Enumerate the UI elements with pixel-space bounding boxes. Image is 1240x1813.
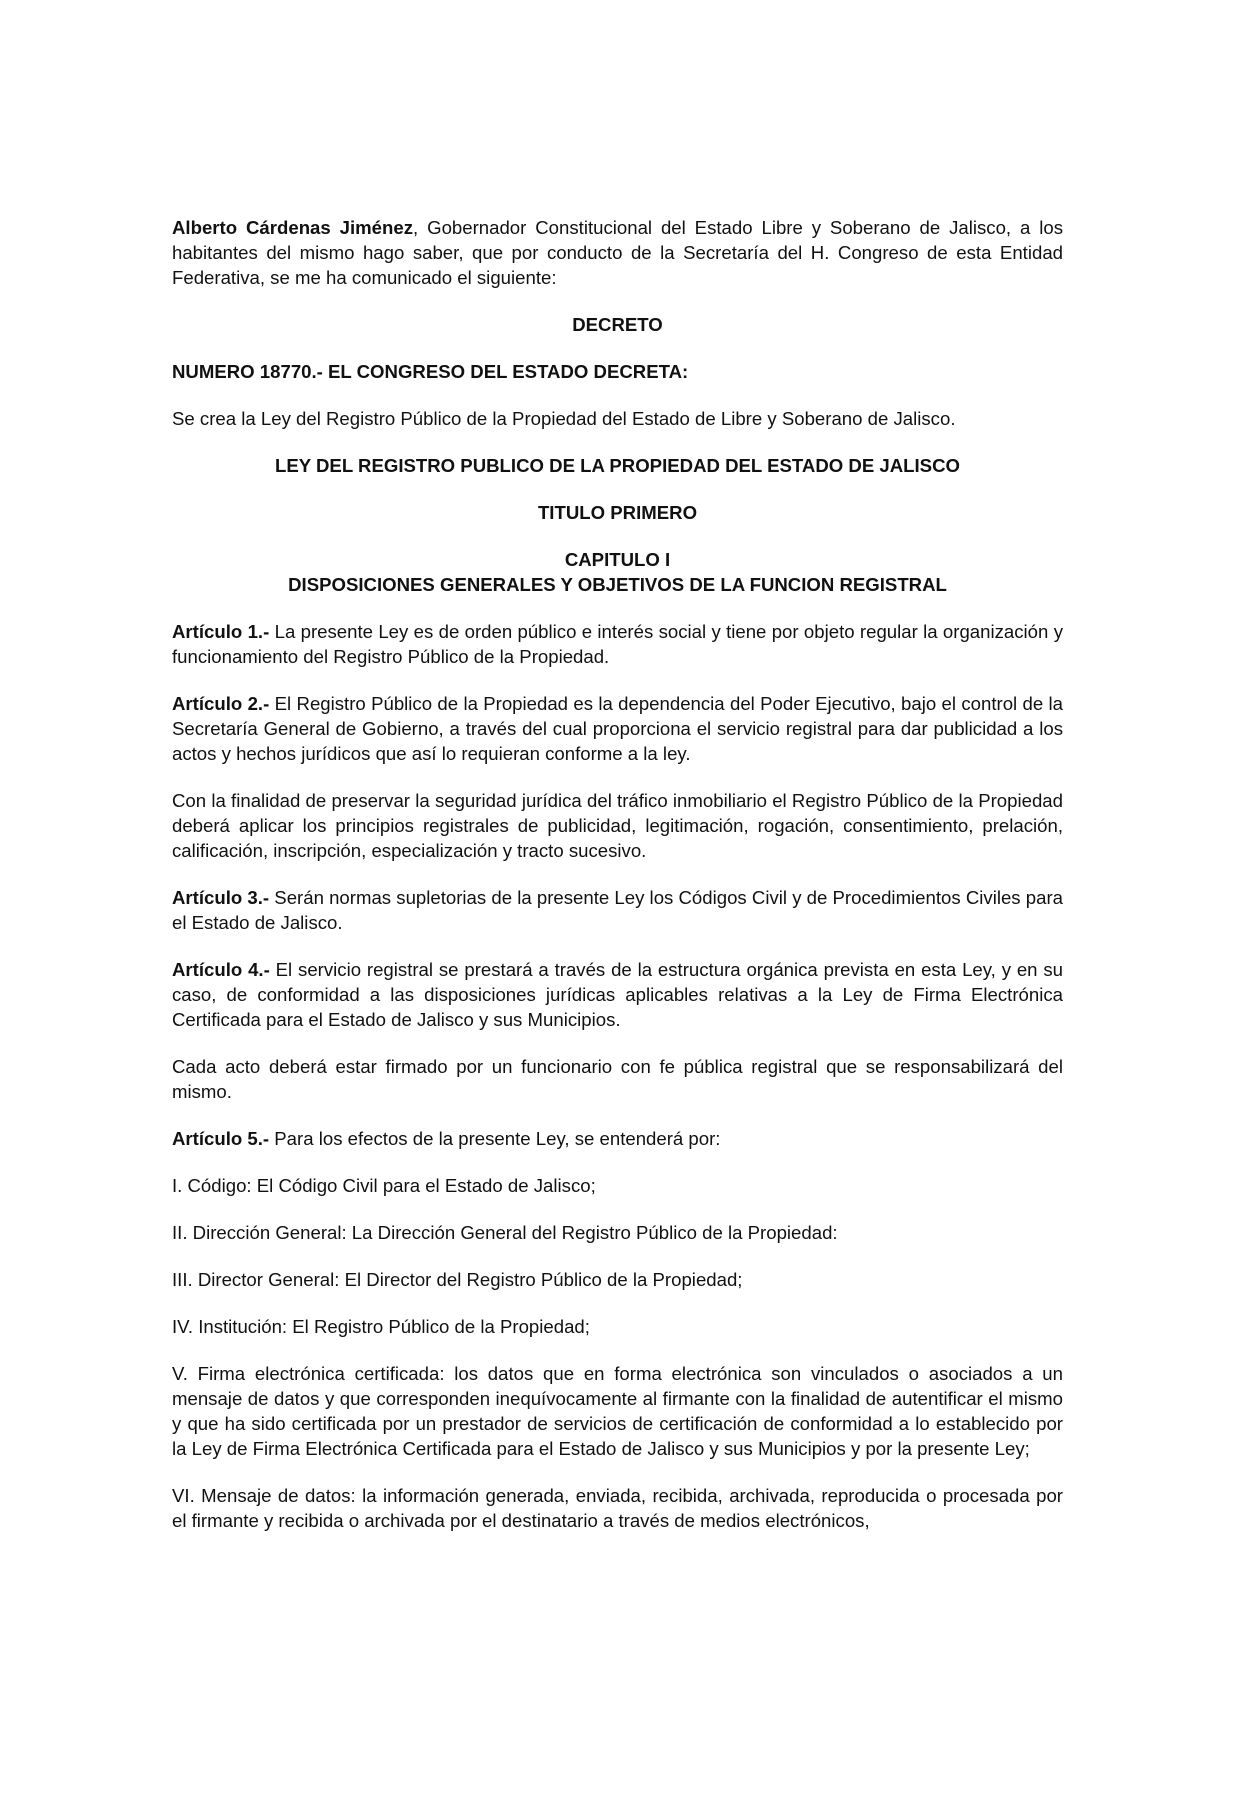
article-3 [172, 885, 1063, 935]
capitulo-name: DISPOSICIONES GENERALES Y OBJETIVOS DE LA FUNCION REGISTRAL [288, 574, 947, 595]
article-text: El Registro Público de la Propiedad es la dependencia del Poder Ejecutivo, bajo el control de la Secretaría General de Gobierno, a través del cual proporciona el servicio registral para dar publicidad a los actos y hechos jurídicos que así lo requieran conforme a la ley. [172, 693, 1064, 764]
article-label: Artículo 5.- [172, 1128, 270, 1149]
article-4 [172, 957, 1063, 1032]
definition-item: I. Código: El Código Civil para el Estado de Jalisco; [172, 1175, 596, 1196]
article-text: Serán normas supletorias de la presente Ley los Códigos Civil y de Procedimientos Civiles para el Estado de Jalisco. [172, 887, 1063, 933]
definition-item: V. Firma electrónica certificada: los datos que en forma electrónica son vinculados o asociados a un mensaje de datos y que corresponden inequívocamente al firmante con la finalidad de autentificar el mismo y que ha sido certificada por un prestador de servicios de certificación de conformidad a lo establecido por la Ley de Firma Electrónica Certificada para el Estado de Jalisco y sus Municipios y por la presente Ley; [172, 1363, 1063, 1459]
article-label: Artículo 3.- [172, 887, 270, 908]
article-text: El servicio registral se prestará a través de la estructura orgánica prevista en esta Ley, y en su caso, de conformidad a las disposiciones jurídicas aplicables relativas a la Ley de Firma Electrónica Certificada para el Estado de Jalisco y sus Municipios. [172, 959, 1064, 1030]
article-label: Artículo 4.- [172, 959, 270, 980]
article-4-paragraph-2: Cada acto deberá estar firmado por un funcionario con fe pública registral que se responsabilizará del mismo. [172, 1056, 1063, 1102]
article-5 [172, 1126, 1063, 1151]
intro-paragraph [172, 215, 1063, 290]
article-text: Para los efectos de la presente Ley, se entenderá por: [269, 1128, 721, 1149]
titulo-heading: TITULO PRIMERO [537, 502, 698, 523]
definition-item: VI. Mensaje de datos: la información generada, enviada, recibida, archivada, reproducida o procesada por el firmante y recibida o archivada por el destinatario a través de medios electrónicos, [172, 1485, 1063, 1531]
article-text: La presente Ley es de orden público e interés social y tiene por objeto regular la organización y funcionamiento del Registro Público de la Propiedad. [172, 621, 1063, 667]
article-1 [172, 619, 1063, 669]
definition-item: II. Dirección General: La Dirección General del Registro Público de la Propiedad: [172, 1222, 838, 1243]
governor-name: Alberto Cárdenas Jiménez [172, 217, 414, 238]
document-page [172, 215, 1063, 1533]
capitulo-heading: CAPITULO I [564, 549, 671, 570]
article-label: Artículo 2.- [172, 693, 270, 714]
law-title: LEY DEL REGISTRO PUBLICO DE LA PROPIEDAD DEL ESTADO DE JALISCO [275, 455, 960, 476]
crea-line: Se crea la Ley del Registro Público de la Propiedad del Estado de Libre y Soberano de Jalisco. [172, 408, 956, 429]
article-2 [172, 691, 1063, 766]
intro-text: , Gobernador Constitucional del Estado Libre y Soberano de Jalisco, a los habitantes del mismo hago saber, que por conducto de la Secretaría del H. Congreso de esta Entidad Federativa, se me ha comunicado el siguiente: [172, 217, 1064, 288]
article-2-paragraph-2: Con la finalidad de preservar la seguridad jurídica del tráfico inmobiliario el Registro Público de la Propiedad deberá aplicar los principios registrales de publicidad, legitimación, rogación, consentimiento, prelación, calificación, inscripción, especialización y tracto sucesivo. [172, 790, 1063, 861]
decreto-heading: DECRETO [572, 314, 663, 335]
article-label: Artículo 1.- [172, 621, 270, 642]
definition-item: III. Director General: El Director del Registro Público de la Propiedad; [172, 1269, 743, 1290]
numero-line: NUMERO 18770.- EL CONGRESO DEL ESTADO DECRETA: [172, 361, 689, 382]
definition-item: IV. Institución: El Registro Público de la Propiedad; [172, 1316, 590, 1337]
